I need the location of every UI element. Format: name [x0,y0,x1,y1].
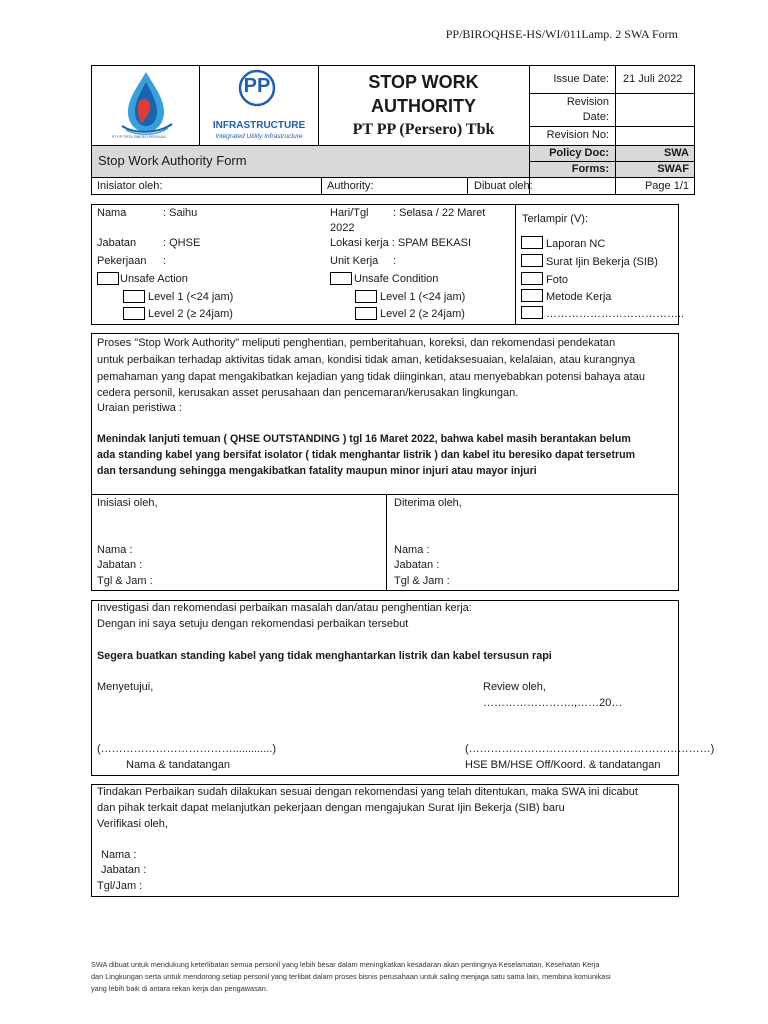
footer-line-2: dan Lingkungan serta untuk mendorong setiap personil yang terlibat dalam proses bisnis perusahaan untuk saling menjaga satu sama lain, membina komunikasi [91,972,611,981]
unsafe-action-checkbox[interactable] [97,272,119,285]
tirta-logo [108,68,186,144]
investigation-line-2: Dengan ini saya setuju dengan rekomendasi perbaikan tersebut [97,618,409,630]
inisiasi-nama: Nama : [97,544,133,556]
laporan-nc-label: Laporan NC [546,238,606,250]
diterima-jabatan: Jabatan : [394,559,440,571]
corrective-nama: Nama : [101,849,137,861]
policy-doc-value: SWA [663,147,689,159]
unsafe-condition-label: Unsafe Condition [354,273,439,285]
diterima-label: Diterima oleh, [394,497,462,509]
corrective-jabatan: Jabatan : [101,864,147,876]
action-level2-checkbox[interactable] [123,307,145,320]
tirta-logo-caption: PT PP TIRTA SINERGI PERSADA [112,135,166,139]
title-line-1: STOP WORK [368,72,479,92]
revision-date-label-1: Revision [566,96,609,108]
pekerjaan-value: : [163,255,167,267]
process-intro-4: cedera personil, kerusakan asset perusahaan dan pencemaran/kerusakan lingkungan. [97,387,519,399]
jabatan-value: : QHSE [163,237,201,249]
foto-checkbox[interactable] [521,272,543,285]
process-intro-3: pemahaman yang dapat mengakibatkan kejadian yang tidak diinginkan, atau menyebabkan potensi bahaya atau [97,371,645,383]
inisiator-label: Inisiator oleh: [97,180,163,192]
condition-level2-label: Level 2 (≥ 24jam) [380,308,465,320]
pp-logo-tagline: Integrated Utility Infrastructure [215,133,303,140]
other-attachment-checkbox[interactable] [521,306,543,319]
uraian-label: Uraian peristiwa : [97,402,182,414]
footer-line-1: SWA dibuat untuk mendukung keterlibatan semua personil yang lebih besar dalam meningkatkan kesadaran akan pentingnya Keselamatan, Kesehatan Kerja [91,960,600,969]
action-level1-checkbox[interactable] [123,290,145,303]
pp-logo-text: PP [243,75,271,97]
nama-value: : Saihu [163,207,198,219]
revision-date-label-2: Date: [582,111,609,123]
process-intro-2: untuk perbaikan terhadap aktivitas tidak aman, kondisi tidak aman, ketidaksesuaian, kelalaian, atau kurangnya [97,354,636,366]
review-date: …………………….,……20… [483,697,623,709]
signoff-block [91,494,679,591]
hari-tgl-value-2: 2022 [330,222,355,234]
event-line-1: Menindak lanjuti temuan ( QHSE OUTSTANDING ) tgl 16 Maret 2022, bahwa kabel masih berantakan belum [97,433,631,445]
hari-tgl-label: Hari/Tgl [330,207,369,219]
event-line-2: ada standing kabel yang bersifat isolator ( tidak menghantar listrik ) dan kabel itu beresiko dapat tersetrum [97,449,636,461]
issue-date-label: Issue Date: [553,73,609,85]
revision-no-label: Revision No: [546,129,609,141]
sib-label: Surat Ijin Bekerja (SIB) [546,256,658,268]
corrective-block [91,784,679,897]
menyetujui-label: Menyetujui, [97,681,154,693]
condition-level2-checkbox[interactable] [355,307,377,320]
inisiasi-tgl: Tgl & Jam : [97,575,153,587]
signature-left: (……………………………….............) [97,743,277,755]
metode-kerja-label: Metode Kerja [546,291,612,303]
metode-kerja-checkbox[interactable] [521,289,543,302]
company-name: PT PP (Persero) Tbk [352,121,495,138]
caption-right: HSE BM/HSE Off/Koord. & tandatangan [465,759,661,771]
unsafe-action-label: Unsafe Action [120,273,188,285]
authority-label: Authority: [327,180,374,192]
pp-logo-name: INFRASTRUCTURE [212,120,306,131]
condition-level1-label: Level 1 (<24 jam) [380,291,466,303]
forms-label: Forms: [571,163,609,175]
pp-logo [200,66,318,145]
jabatan-label: Jabatan [97,237,137,249]
investigation-line-1: Investigasi dan rekomendasi perbaikan masalah dan/atau penghentian kerja: [97,602,472,614]
diterima-nama: Nama : [394,544,430,556]
policy-doc-label: Policy Doc: [549,147,609,159]
corrective-tgl: Tgl/Jam : [97,880,143,892]
event-line-3: dan tersandung sehingga mengakibatkan fatality maupun minor injuri atau mayor injuri [97,465,537,477]
sib-checkbox[interactable] [521,254,543,267]
laporan-nc-checkbox[interactable] [521,236,543,249]
action-level2-label: Level 2 (≥ 24jam) [148,308,233,320]
recommendation-text: Segera buatkan standing kabel yang tidak menghantarkan listrik dan kabel tersusun rapi [97,650,552,662]
corrective-line-1: Tindakan Perbaikan sudah dilakukan sesuai dengan rekomendasi yang telah ditentukan, maka SWA ini dicabut [97,786,638,798]
corrective-line-2: dan pihak terkait dapat melanjutkan pekerjaan dengan mengajukan Surat Ijin Bekerja (SIB) baru [97,802,565,814]
lokasi-kerja: Lokasi kerja : SPAM BEKASI [330,237,472,249]
signature-right: (…………………………………………………………) [465,743,715,755]
form-title: Stop Work Authority Form [98,153,247,168]
foto-label: Foto [546,274,569,286]
hari-tgl-value-1: : Selasa / 22 Maret [393,207,486,219]
nama-label: Nama [97,207,127,219]
title-line-2: AUTHORITY [371,96,476,116]
dibuat-label: Dibuat oleh: [474,180,533,192]
diterima-tgl: Tgl & Jam : [394,575,450,587]
page-number: Page 1/1 [644,180,689,192]
process-intro-1: Proses "Stop Work Authority" meliputi penghentian, pemberitahuan, koreksi, dan rekomendasi pendekatan [97,337,616,349]
unit-kerja-value: : [393,255,397,267]
verifikasi-label: Verifikasi oleh, [97,818,168,830]
pekerjaan-label: Pekerjaan [97,255,147,267]
inisiasi-label: Inisiasi oleh, [97,497,158,509]
unit-kerja-label: Unit Kerja [330,255,379,267]
document-code: PP/BIROQHSE-HS/WI/011Lamp. 2 SWA Form [445,27,678,41]
terlampir-label: Terlampir (V): [522,213,589,225]
review-label: Review oleh, [483,681,546,693]
issue-date-value: 21 Juli 2022 [623,73,683,85]
inisiasi-jabatan: Jabatan : [97,559,143,571]
caption-left: Nama & tandatangan [126,759,230,771]
other-attachment-label: ……………………………….. [546,308,685,320]
forms-value: SWAF [657,163,689,175]
footer-line-3: yang lebih baik di antara rekan kerja dan pengawasan. [91,984,268,993]
condition-level1-checkbox[interactable] [355,290,377,303]
action-level1-label: Level 1 (<24 jam) [148,291,234,303]
unsafe-condition-checkbox[interactable] [330,272,352,285]
